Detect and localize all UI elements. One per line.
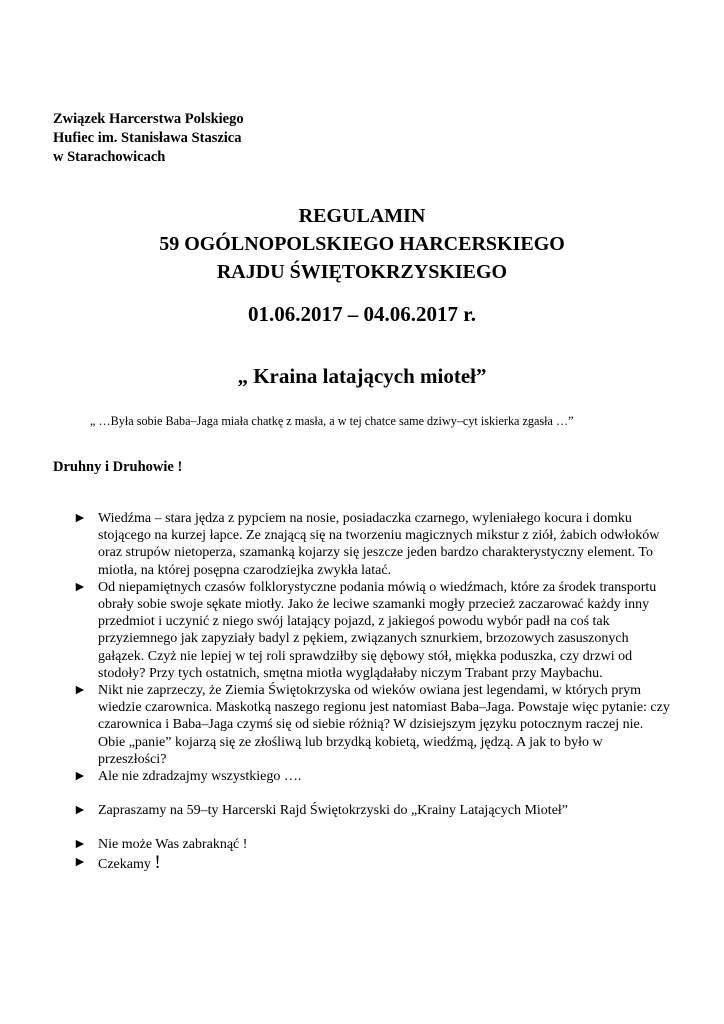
document-title	[0, 202, 724, 286]
motto-quote: „ …Była sobie Baba–Jaga miała chatkę z masła, a w tej chatce same dziwy–cyt iskierka zgasła …”	[90, 414, 574, 428]
greeting: Druhny i Druhowie !	[53, 459, 183, 475]
organization-header	[53, 110, 244, 167]
list-item-text: Ale nie zdradzajmy wszystkiego ….	[98, 769, 302, 785]
arrow-icon: ►	[73, 683, 87, 699]
list-item-text: Nie może Was zabraknąć !	[98, 837, 248, 853]
title-line-3: RAJDU ŚWIĘTOKRZYSKIEGO	[216, 261, 508, 283]
bullet-list	[73, 510, 673, 873]
list-item-text: Wiedźma – stara jędza z pypciem na nosie, posiadaczka czarnego, wyleniałego kocura i domku stojącego na kurzej łapce. Ze znającą się na tworzeniu magicznych mikstur z ziół, żabich odwłoków oraz strupów nietoperza, szamanką kojarzy się jeszcze jeden bardzo charakterystyczny element. To miotła, na której posępna czarodziejka zwykła latać.	[98, 511, 660, 578]
org-city: w Starachowicach	[53, 149, 166, 165]
arrow-icon: ►	[73, 803, 87, 819]
list-item-text: Nikt nie zaprzeczy, że Ziemia Świętokrzyska od wieków owiana jest legendami, w których prym wiedzie czarownica. Maskotką naszego regionu jest natomiast Baba–Jaga. Powstaje więc pytanie: czy czarownica i Baba–Jaga czymś się od siebie różnią? W dzisiejszym języku potocznym raczej nie. Obie „panie” kojarzą się ze złośliwą lub brzydką kobietą, wiedźmą, jędzą. A jak to było w przeszłości?	[98, 683, 670, 767]
arrow-icon: ►	[73, 579, 87, 595]
org-unit: Hufiec im. Stanisława Staszica	[53, 130, 242, 146]
arrow-icon: ►	[73, 511, 87, 526]
list-item-text: Czekamy	[98, 856, 151, 872]
arrow-icon: ►	[73, 769, 87, 785]
list-item	[73, 836, 673, 853]
list-item	[73, 851, 673, 873]
arrow-icon: ►	[73, 837, 87, 853]
event-dates: 01.06.2017 – 04.06.2017 r.	[248, 302, 476, 326]
list-item	[73, 510, 673, 579]
event-theme: „ Kraina latających mioteł”	[237, 364, 487, 388]
list-item-text: Zapraszamy na 59–ty Harcerski Rajd Świętokrzyski do „Krainy Latających Mioteł”	[98, 803, 569, 819]
arrow-icon: ►	[73, 854, 87, 870]
exclamation-mark: !	[154, 851, 161, 873]
title-line-1: REGULAMIN	[298, 205, 426, 227]
org-name: Związek Harcerstwa Polskiego	[53, 111, 244, 127]
title-line-2: 59 OGÓLNOPOLSKIEGO HARCERSKIEGO	[159, 233, 565, 255]
list-item	[73, 768, 673, 785]
list-item	[73, 579, 673, 682]
list-item	[73, 802, 673, 819]
list-item	[73, 682, 673, 768]
list-item-text: Od niepamiętnych czasów folklorystyczne podania mówią o wiedźmach, które za środek transportu obrały sobie swoje sękate miotły. Jako że leciwe szamanki mogły przecież zaczarować każdy inny przedmiot i uczynić z niego swój latający pojazd, z jakiegoś powodu wybór padł na coś tak przyziemnego jak zapyziały badyl z pękiem, związanych sznurkiem, brzozowych zasuszonych gałązek. Czyż nie lepiej w tej roli sprawdziłby się dębowy stół, miękka poduszka, czy drzwi od stodoły? Przy tych ostatnich, smętna miotła wyglądałaby niczym Trabant przy Maybachu.	[98, 579, 657, 681]
